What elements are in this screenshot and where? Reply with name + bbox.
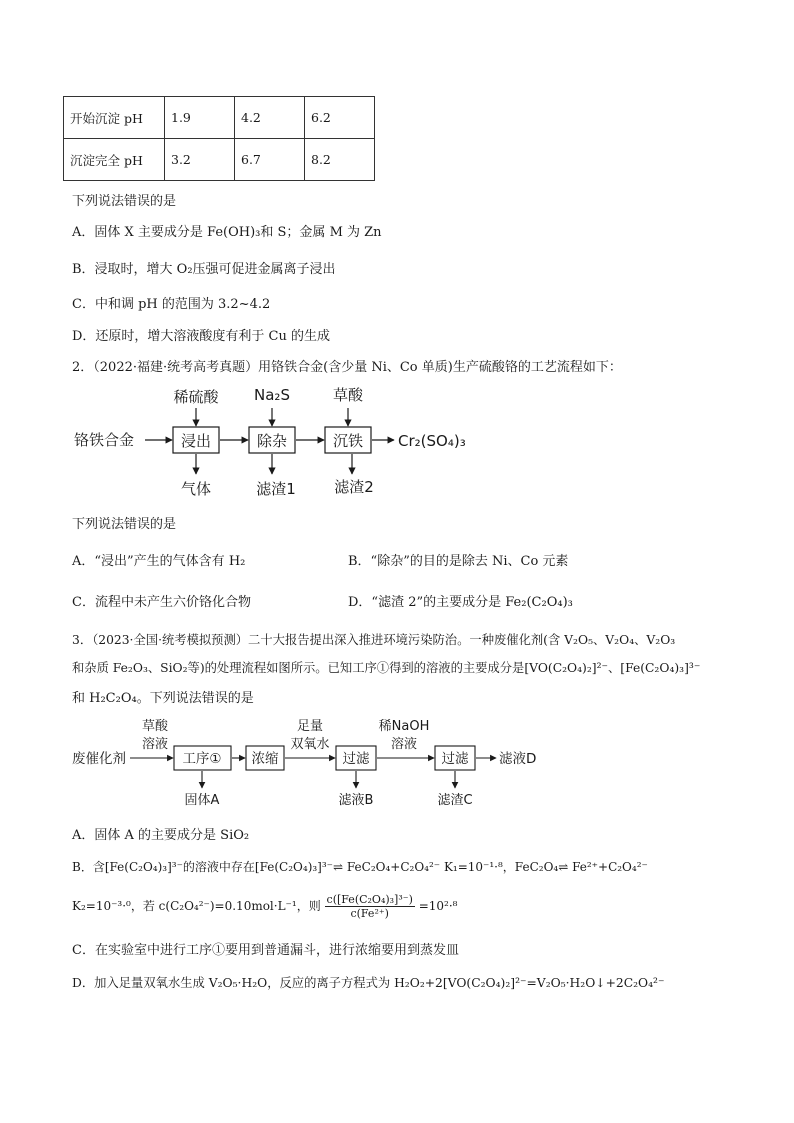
q3-line-3: 和 H₂C₂O₄。下列说法错误的是 (72, 691, 254, 706)
q3-reagent-1b: 溶液 (141, 737, 169, 752)
q3-option-b-line2 (72, 893, 457, 920)
table-cell: 6.2 (305, 97, 375, 139)
table-cell: 沉淀完全 pH (64, 139, 165, 181)
table-cell: 6.7 (235, 139, 305, 181)
q2-option-d: D．“滤渣 2”的主要成分是 Fe₂(C₂O₄)₃ (348, 595, 573, 610)
q3-option-d: D．加入足量双氧水生成 V₂O₅·H₂O，反应的离子方程式为 H₂O₂+2[VO(C₂O₄)₂]²⁻=V₂O₅·H₂O↓+2C₂O₄²⁻ (72, 976, 665, 990)
q2-box-purify-label: 除杂 (256, 432, 288, 450)
q2-flow-start: 铬铁合金 (74, 431, 135, 449)
q3-reagent-1a: 草酸 (141, 719, 169, 734)
q3-option-a: A．固体 A 的主要成分是 SiO₂ (72, 828, 250, 843)
q3-reagent-3b: 双氧水 (290, 737, 330, 752)
q1-option-c: C．中和调 pH 的范围为 3.2~4.2 (72, 297, 271, 312)
q3-fraction-denominator: c(Fe²⁺) (350, 907, 389, 920)
q3-fraction-numerator: c([Fe(C₂O₄)₃]³⁻) (326, 893, 413, 906)
q3-reagent-4a: 稀NaOH (378, 719, 430, 734)
q3-output-4: 滤渣C (437, 793, 473, 808)
table-cell: 4.2 (235, 97, 305, 139)
q2-prompt: 下列说法错误的是 (72, 517, 177, 532)
q2-box-leach-label: 浸出 (180, 432, 212, 450)
q3-line-1: 3．（2023·全国·统考模拟预测）二十大报告提出深入推进环境污染防治。一种废催化剂(含 V₂O₅、V₂O₄、V₂O₃ (72, 633, 676, 647)
q3-line-2: 和杂质 Fe₂O₃、SiO₂等)的处理流程如图所示。已知工序①得到的溶液的主要成分是[VO(C₂O₄)₂]²⁻、[Fe(C₂O₄)₃]³⁻ (72, 661, 701, 675)
q3-reagent-4b: 溶液 (390, 737, 418, 752)
q2-option-c: C．流程中未产生六价铬化合物 (72, 595, 251, 610)
ph-table (63, 96, 375, 181)
q3-option-b-result: =10²·⁸ (418, 899, 458, 913)
table-row (64, 97, 375, 139)
q2-option-b: B．“除杂”的目的是除去 Ni、Co 元素 (348, 554, 569, 569)
q3-fraction (325, 893, 415, 920)
q2-flow-end: Cr₂(SO₄)₃ (398, 432, 466, 450)
table-cell: 3.2 (165, 139, 235, 181)
q1-prompt: 下列说法错误的是 (72, 194, 177, 209)
q3-flowchart (0, 712, 794, 812)
q3-output-3: 滤液B (338, 793, 374, 808)
q2-title: 2．（2022·福建·统考高考真题）用铬铁合金(含少量 Ni、Co 单质)生产硫酸铬的工艺流程如下： (72, 360, 622, 375)
q2-output-1: 气体 (180, 480, 212, 498)
q3-flow-start: 废催化剂 (72, 751, 126, 767)
q3-box-concentrate-label: 浓缩 (251, 751, 279, 767)
q2-option-a: A．“浸出”产生的气体含有 H₂ (72, 554, 246, 569)
q2-reagent-3: 草酸 (332, 386, 364, 404)
q2-output-3: 滤渣2 (334, 478, 374, 496)
q2-output-2: 滤渣1 (256, 480, 296, 498)
q3-option-b-text: K₂=10⁻³·⁰，若 c(C₂O₄²⁻)=0.10mol·L⁻¹，则 (72, 899, 321, 913)
q2-box-iron-label: 沉铁 (332, 432, 364, 450)
table-row (64, 139, 375, 181)
q1-option-d: D．还原时，增大溶液酸度有利于 Cu 的生成 (72, 329, 331, 344)
q3-box-filter2-label: 过滤 (441, 751, 469, 767)
q3-option-b-line1: B．含[Fe(C₂O₄)₃]³⁻的溶液中存在[Fe(C₂O₄)₃]³⁻⇌ FeC₂O₄+C₂O₄²⁻ K₁=10⁻¹·⁸，FeC₂O₄⇌ Fe²⁺+C₂O₄²⁻ (72, 860, 648, 874)
q2-reagent-1: 稀硫酸 (173, 388, 219, 406)
q3-option-c: C．在实验室中进行工序①要用到普通漏斗，进行浓缩要用到蒸发皿 (72, 943, 459, 958)
q3-flow-end: 滤液D (499, 751, 537, 767)
q3-reagent-3a: 足量 (296, 719, 324, 734)
q3-output-1: 固体A (184, 793, 220, 808)
table-cell: 开始沉淀 pH (64, 97, 165, 139)
q1-option-a: A．固体 X 主要成分是 Fe(OH)₃和 S；金属 M 为 Zn (72, 225, 382, 240)
table-cell: 8.2 (305, 139, 375, 181)
q1-option-b: B．浸取时，增大 O₂压强可促进金属离子浸出 (72, 262, 336, 277)
q2-reagent-2: Na₂S (254, 386, 290, 404)
q3-box-process1-label: 工序① (182, 751, 222, 767)
q3-box-filter1-label: 过滤 (342, 751, 370, 767)
table-cell: 1.9 (165, 97, 235, 139)
q2-flowchart (0, 380, 794, 505)
